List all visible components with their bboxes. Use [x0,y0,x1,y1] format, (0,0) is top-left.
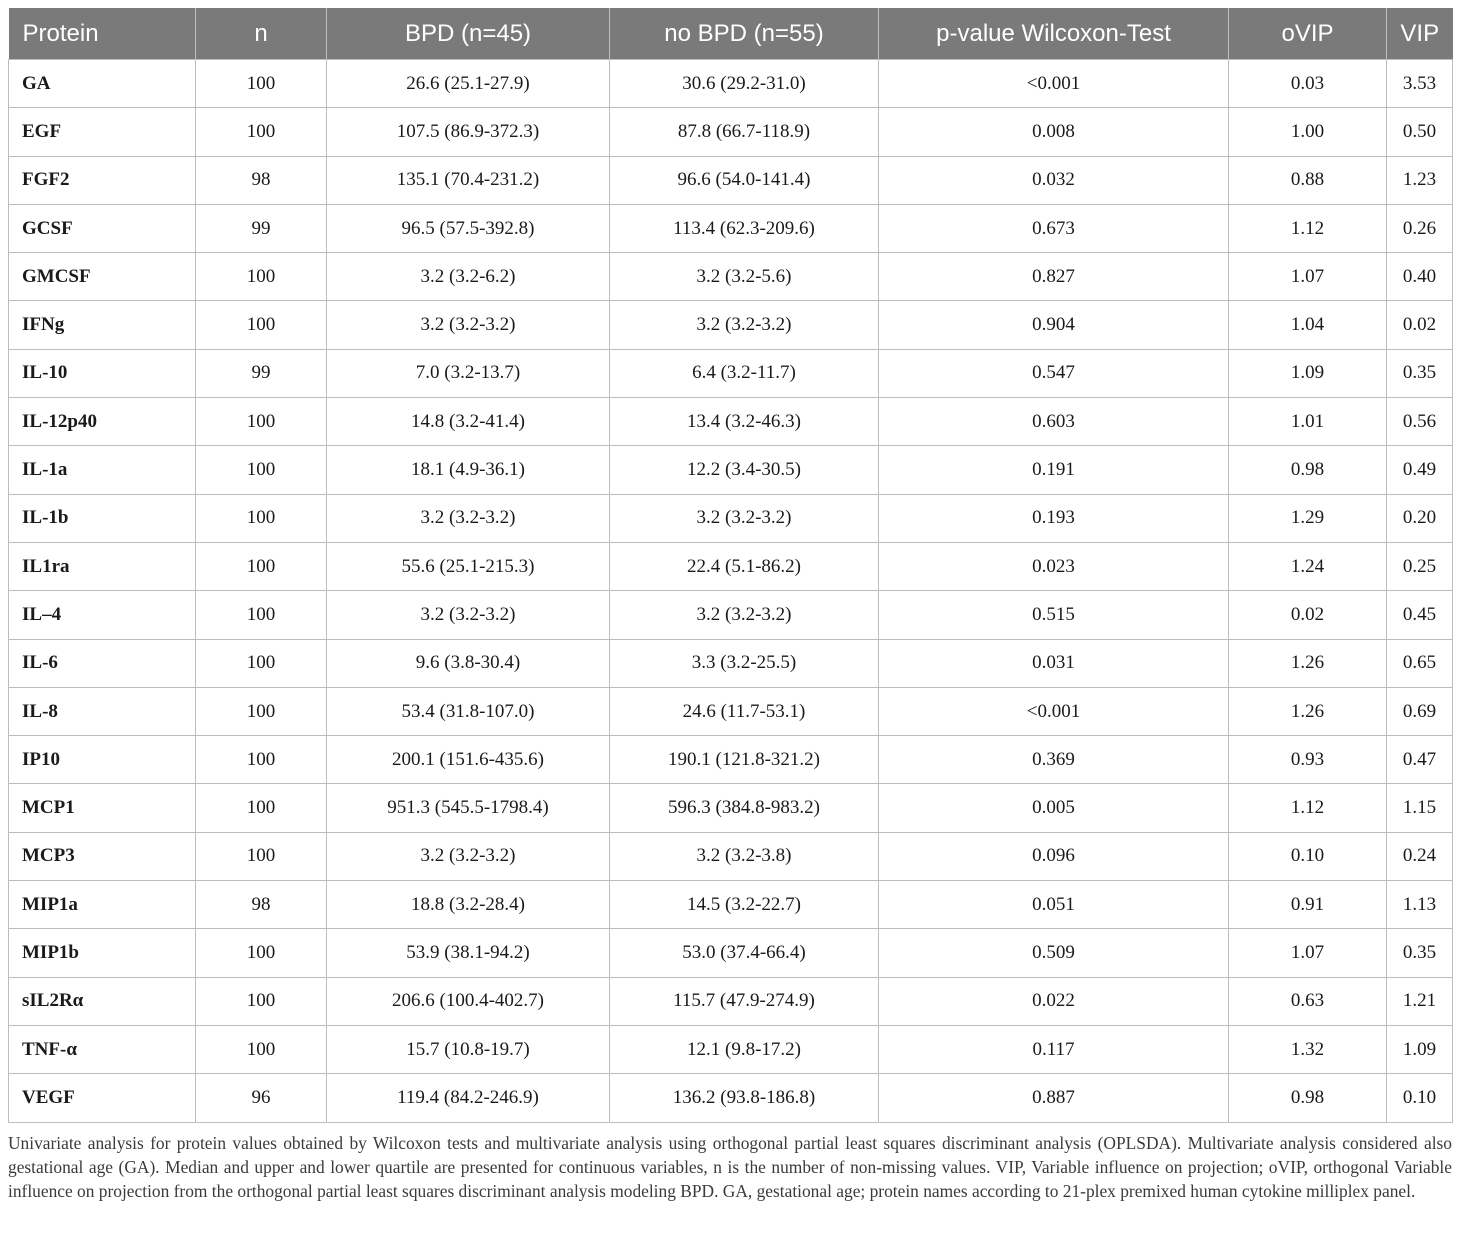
no-bpd-cell: 12.1 (9.8-17.2) [610,1025,879,1073]
vip-cell: 3.53 [1387,60,1453,108]
bpd-cell: 135.1 (70.4-231.2) [327,156,610,204]
protein-cell: IL1ra [9,542,196,590]
bpd-cell: 55.6 (25.1-215.3) [327,542,610,590]
no-bpd-cell: 190.1 (121.8-321.2) [610,736,879,784]
no-bpd-cell: 12.2 (3.4-30.5) [610,446,879,494]
p-value-cell: 0.031 [879,639,1229,687]
vip-cell: 0.24 [1387,832,1453,880]
table-row [9,446,1453,494]
bpd-cell: 3.2 (3.2-6.2) [327,253,610,301]
protein-cell: GCSF [9,204,196,252]
bpd-cell: 53.9 (38.1-94.2) [327,929,610,977]
n-cell: 100 [196,687,327,735]
vip-cell: 0.69 [1387,687,1453,735]
bpd-cell: 53.4 (31.8-107.0) [327,687,610,735]
ovip-cell: 1.04 [1229,301,1387,349]
table-row [9,156,1453,204]
protein-cell: IP10 [9,736,196,784]
bpd-cell: 119.4 (84.2-246.9) [327,1074,610,1122]
header-no-bpd: no BPD (n=55) [610,8,879,60]
no-bpd-cell: 3.2 (3.2-3.2) [610,591,879,639]
header-p-value: p-value Wilcoxon-Test [879,8,1229,60]
n-cell: 100 [196,1025,327,1073]
no-bpd-cell: 3.2 (3.2-5.6) [610,253,879,301]
ovip-cell: 1.07 [1229,929,1387,977]
vip-cell: 0.02 [1387,301,1453,349]
vip-cell: 1.23 [1387,156,1453,204]
n-cell: 100 [196,108,327,156]
table-row [9,929,1453,977]
p-value-cell: 0.369 [879,736,1229,784]
no-bpd-cell: 13.4 (3.2-46.3) [610,398,879,446]
p-value-cell: 0.673 [879,204,1229,252]
bpd-cell: 206.6 (100.4-402.7) [327,977,610,1025]
vip-cell: 0.65 [1387,639,1453,687]
protein-cell: IL-1a [9,446,196,494]
ovip-cell: 1.01 [1229,398,1387,446]
protein-cell: MIP1b [9,929,196,977]
protein-cell: GA [9,60,196,108]
table-row [9,349,1453,397]
n-cell: 99 [196,204,327,252]
p-value-cell: <0.001 [879,60,1229,108]
bpd-cell: 3.2 (3.2-3.2) [327,301,610,349]
bpd-cell: 7.0 (3.2-13.7) [327,349,610,397]
bpd-cell: 3.2 (3.2-3.2) [327,591,610,639]
no-bpd-cell: 30.6 (29.2-31.0) [610,60,879,108]
vip-cell: 1.09 [1387,1025,1453,1073]
header-vip: VIP [1387,8,1453,60]
table-container [8,8,1452,1123]
bpd-cell: 18.1 (4.9-36.1) [327,446,610,494]
vip-cell: 0.45 [1387,591,1453,639]
table-row [9,687,1453,735]
vip-cell: 0.25 [1387,542,1453,590]
p-value-cell: 0.022 [879,977,1229,1025]
p-value-cell: <0.001 [879,687,1229,735]
no-bpd-cell: 6.4 (3.2-11.7) [610,349,879,397]
vip-cell: 0.47 [1387,736,1453,784]
ovip-cell: 1.24 [1229,542,1387,590]
protein-cell: TNF-α [9,1025,196,1073]
ovip-cell: 0.91 [1229,881,1387,929]
vip-cell: 0.20 [1387,494,1453,542]
n-cell: 100 [196,591,327,639]
table-body [9,60,1453,1123]
p-value-cell: 0.191 [879,446,1229,494]
table-row [9,204,1453,252]
n-cell: 100 [196,977,327,1025]
no-bpd-cell: 87.8 (66.7-118.9) [610,108,879,156]
n-cell: 100 [196,929,327,977]
ovip-cell: 1.26 [1229,639,1387,687]
table-header [9,8,1453,60]
ovip-cell: 0.98 [1229,446,1387,494]
ovip-cell: 1.09 [1229,349,1387,397]
protein-cell: EGF [9,108,196,156]
p-value-cell: 0.008 [879,108,1229,156]
header-protein: Protein [9,8,196,60]
bpd-cell: 107.5 (86.9-372.3) [327,108,610,156]
n-cell: 100 [196,736,327,784]
ovip-cell: 1.00 [1229,108,1387,156]
header-bpd: BPD (n=45) [327,8,610,60]
table-row [9,977,1453,1025]
n-cell: 100 [196,301,327,349]
p-value-cell: 0.193 [879,494,1229,542]
n-cell: 100 [196,639,327,687]
vip-cell: 0.26 [1387,204,1453,252]
p-value-cell: 0.515 [879,591,1229,639]
vip-cell: 0.50 [1387,108,1453,156]
protein-table [8,8,1453,1123]
bpd-cell: 14.8 (3.2-41.4) [327,398,610,446]
p-value-cell: 0.509 [879,929,1229,977]
vip-cell: 0.40 [1387,253,1453,301]
no-bpd-cell: 3.2 (3.2-3.8) [610,832,879,880]
protein-cell: IL-10 [9,349,196,397]
n-cell: 100 [196,60,327,108]
no-bpd-cell: 3.3 (3.2-25.5) [610,639,879,687]
p-value-cell: 0.005 [879,784,1229,832]
ovip-cell: 0.93 [1229,736,1387,784]
protein-cell: GMCSF [9,253,196,301]
table-row [9,60,1453,108]
table-row [9,108,1453,156]
no-bpd-cell: 3.2 (3.2-3.2) [610,301,879,349]
vip-cell: 1.21 [1387,977,1453,1025]
bpd-cell: 9.6 (3.8-30.4) [327,639,610,687]
table-row [9,494,1453,542]
ovip-cell: 0.10 [1229,832,1387,880]
no-bpd-cell: 24.6 (11.7-53.1) [610,687,879,735]
ovip-cell: 1.12 [1229,204,1387,252]
bpd-cell: 96.5 (57.5-392.8) [327,204,610,252]
vip-cell: 1.13 [1387,881,1453,929]
header-ovip: oVIP [1229,8,1387,60]
header-n: n [196,8,327,60]
table-row [9,1074,1453,1122]
vip-cell: 0.10 [1387,1074,1453,1122]
vip-cell: 0.56 [1387,398,1453,446]
ovip-cell: 0.03 [1229,60,1387,108]
p-value-cell: 0.547 [879,349,1229,397]
n-cell: 100 [196,253,327,301]
ovip-cell: 0.63 [1229,977,1387,1025]
protein-cell: MCP3 [9,832,196,880]
table-row [9,736,1453,784]
n-cell: 100 [196,494,327,542]
n-cell: 98 [196,881,327,929]
ovip-cell: 1.29 [1229,494,1387,542]
table-row [9,832,1453,880]
bpd-cell: 15.7 (10.8-19.7) [327,1025,610,1073]
vip-cell: 0.35 [1387,349,1453,397]
no-bpd-cell: 14.5 (3.2-22.7) [610,881,879,929]
no-bpd-cell: 115.7 (47.9-274.9) [610,977,879,1025]
no-bpd-cell: 113.4 (62.3-209.6) [610,204,879,252]
table-row [9,591,1453,639]
bpd-cell: 26.6 (25.1-27.9) [327,60,610,108]
bpd-cell: 3.2 (3.2-3.2) [327,832,610,880]
protein-cell: FGF2 [9,156,196,204]
p-value-cell: 0.904 [879,301,1229,349]
protein-cell: VEGF [9,1074,196,1122]
n-cell: 98 [196,156,327,204]
p-value-cell: 0.032 [879,156,1229,204]
protein-cell: IL–4 [9,591,196,639]
header-row [9,8,1453,60]
bpd-cell: 951.3 (545.5-1798.4) [327,784,610,832]
no-bpd-cell: 53.0 (37.4-66.4) [610,929,879,977]
no-bpd-cell: 96.6 (54.0-141.4) [610,156,879,204]
protein-cell: IL-8 [9,687,196,735]
protein-cell: MCP1 [9,784,196,832]
n-cell: 96 [196,1074,327,1122]
protein-cell: IFNg [9,301,196,349]
table-row [9,542,1453,590]
table-row [9,253,1453,301]
bpd-cell: 200.1 (151.6-435.6) [327,736,610,784]
no-bpd-cell: 136.2 (93.8-186.8) [610,1074,879,1122]
p-value-cell: 0.887 [879,1074,1229,1122]
no-bpd-cell: 3.2 (3.2-3.2) [610,494,879,542]
table-footnote: Univariate analysis for protein values obtained by Wilcoxon tests and multivariate analysis using orthogonal partial least squares discriminant analysis (OPLSDA). Multivariate analysis considered also gestational age (GA). Median and upper and lower quartile are presented for continuous variables, n is the number of non-missing values. VIP, Variable influence on projection; oVIP, orthogonal Variable influence on projection from the orthogonal partial least squares discriminant analysis modeling BPD. GA, gestational age; protein names according to 21-plex premixed human cytokine milliplex panel. [8,1133,1452,1201]
table-row [9,784,1453,832]
no-bpd-cell: 22.4 (5.1-86.2) [610,542,879,590]
n-cell: 100 [196,446,327,494]
p-value-cell: 0.051 [879,881,1229,929]
n-cell: 100 [196,398,327,446]
table-row [9,881,1453,929]
vip-cell: 0.35 [1387,929,1453,977]
p-value-cell: 0.603 [879,398,1229,446]
vip-cell: 0.49 [1387,446,1453,494]
no-bpd-cell: 596.3 (384.8-983.2) [610,784,879,832]
ovip-cell: 0.88 [1229,156,1387,204]
protein-cell: IL-12p40 [9,398,196,446]
vip-cell: 1.15 [1387,784,1453,832]
n-cell: 100 [196,832,327,880]
table-row [9,639,1453,687]
n-cell: 100 [196,542,327,590]
table-row [9,398,1453,446]
protein-cell: IL-6 [9,639,196,687]
p-value-cell: 0.117 [879,1025,1229,1073]
p-value-cell: 0.827 [879,253,1229,301]
n-cell: 100 [196,784,327,832]
bpd-cell: 18.8 (3.2-28.4) [327,881,610,929]
ovip-cell: 0.02 [1229,591,1387,639]
p-value-cell: 0.096 [879,832,1229,880]
protein-cell: IL-1b [9,494,196,542]
ovip-cell: 1.12 [1229,784,1387,832]
protein-cell: MIP1a [9,881,196,929]
table-row [9,301,1453,349]
n-cell: 99 [196,349,327,397]
protein-cell: sIL2Rα [9,977,196,1025]
ovip-cell: 1.32 [1229,1025,1387,1073]
ovip-cell: 1.07 [1229,253,1387,301]
table-row [9,1025,1453,1073]
ovip-cell: 1.26 [1229,687,1387,735]
ovip-cell: 0.98 [1229,1074,1387,1122]
bpd-cell: 3.2 (3.2-3.2) [327,494,610,542]
p-value-cell: 0.023 [879,542,1229,590]
